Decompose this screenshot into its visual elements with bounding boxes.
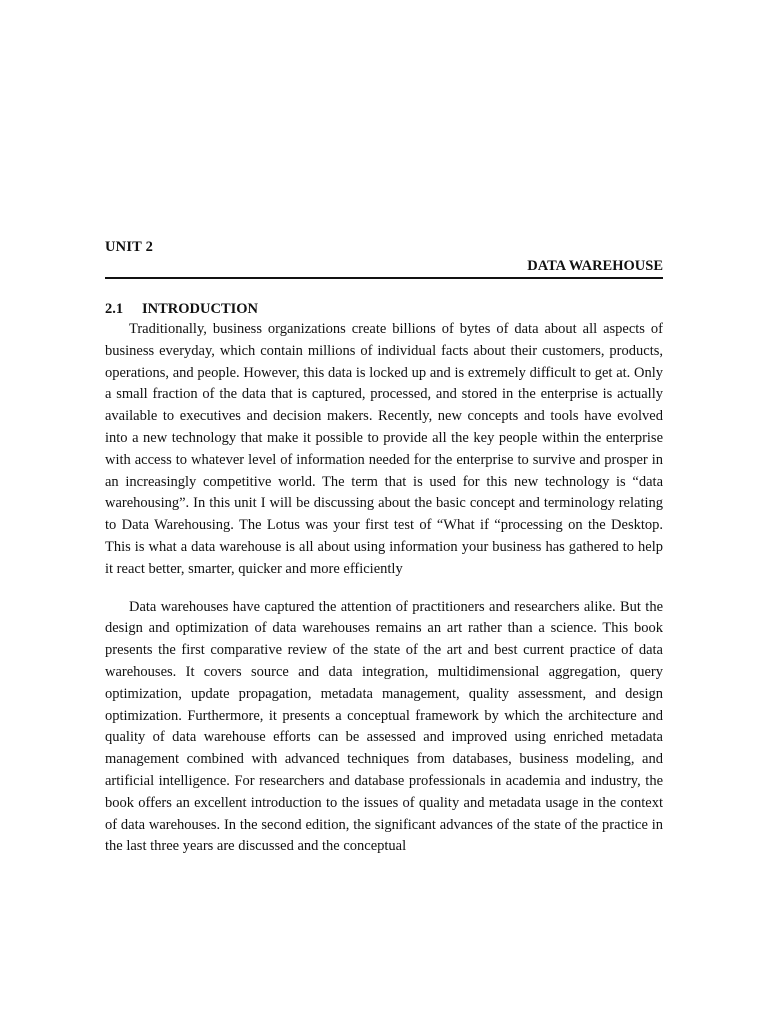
paragraph: Data warehouses have captured the attention of practitioners and researchers alike. But the design and optimization of data warehouses remains an art rather than a science. This book presents the first comparative review of the state of the art and best current practice of data warehouses. It covers source and data integration, multidimensional aggregation, query optimization, update propagation, metadata management, quality assessment, and design optimization. Furthermore, it presents a conceptual framework by which the architecture and quality of data warehouse efforts can be assessed and improved using enriched metadata management combined with advanced techniques from databases, business modeling, and artificial intelligence. For researchers and database professionals in academia and industry, the book offers an excellent introduction to the issues of quality and metadata usage in the context of data warehouses. In the second edition, the significant advances of the state of the practice in the last three years are discussed and the conceptual <box>105 598 663 855</box>
unit-title: DATA WAREHOUSE <box>105 257 663 279</box>
section-title: INTRODUCTION <box>142 301 259 317</box>
unit-label: UNIT 2 <box>105 239 154 255</box>
paragraph: Traditionally, business organizations create billions of bytes of data about all aspects of business everyday, which contain millions of individual facts about their customers, products, operations, and people. However, this data is locked up and is extremely difficult to get at. Only a small fraction of the data that is captured, processed, and stored in the enterprise is actually available to executives and decision makers. Recently, new concepts and tools have evolved into a new technology that make it possible to provide all the key people within the enterprise with access to whatever level of information needed for the enterprise to survive and prosper in an increasingly competitive world. The term that is used for this new technology is “data warehousing”. In this unit I will be discussing about the basic concept and terminology relating to Data Warehousing. The Lotus was your first test of “What if “processing on the Desktop. This is what a data warehouse is all about using information your business has gathered to help it react better, smarter, quicker and more efficiently <box>105 321 663 577</box>
section-number: 2.1 <box>105 301 124 317</box>
page-content <box>105 238 663 858</box>
section-heading <box>105 299 663 319</box>
